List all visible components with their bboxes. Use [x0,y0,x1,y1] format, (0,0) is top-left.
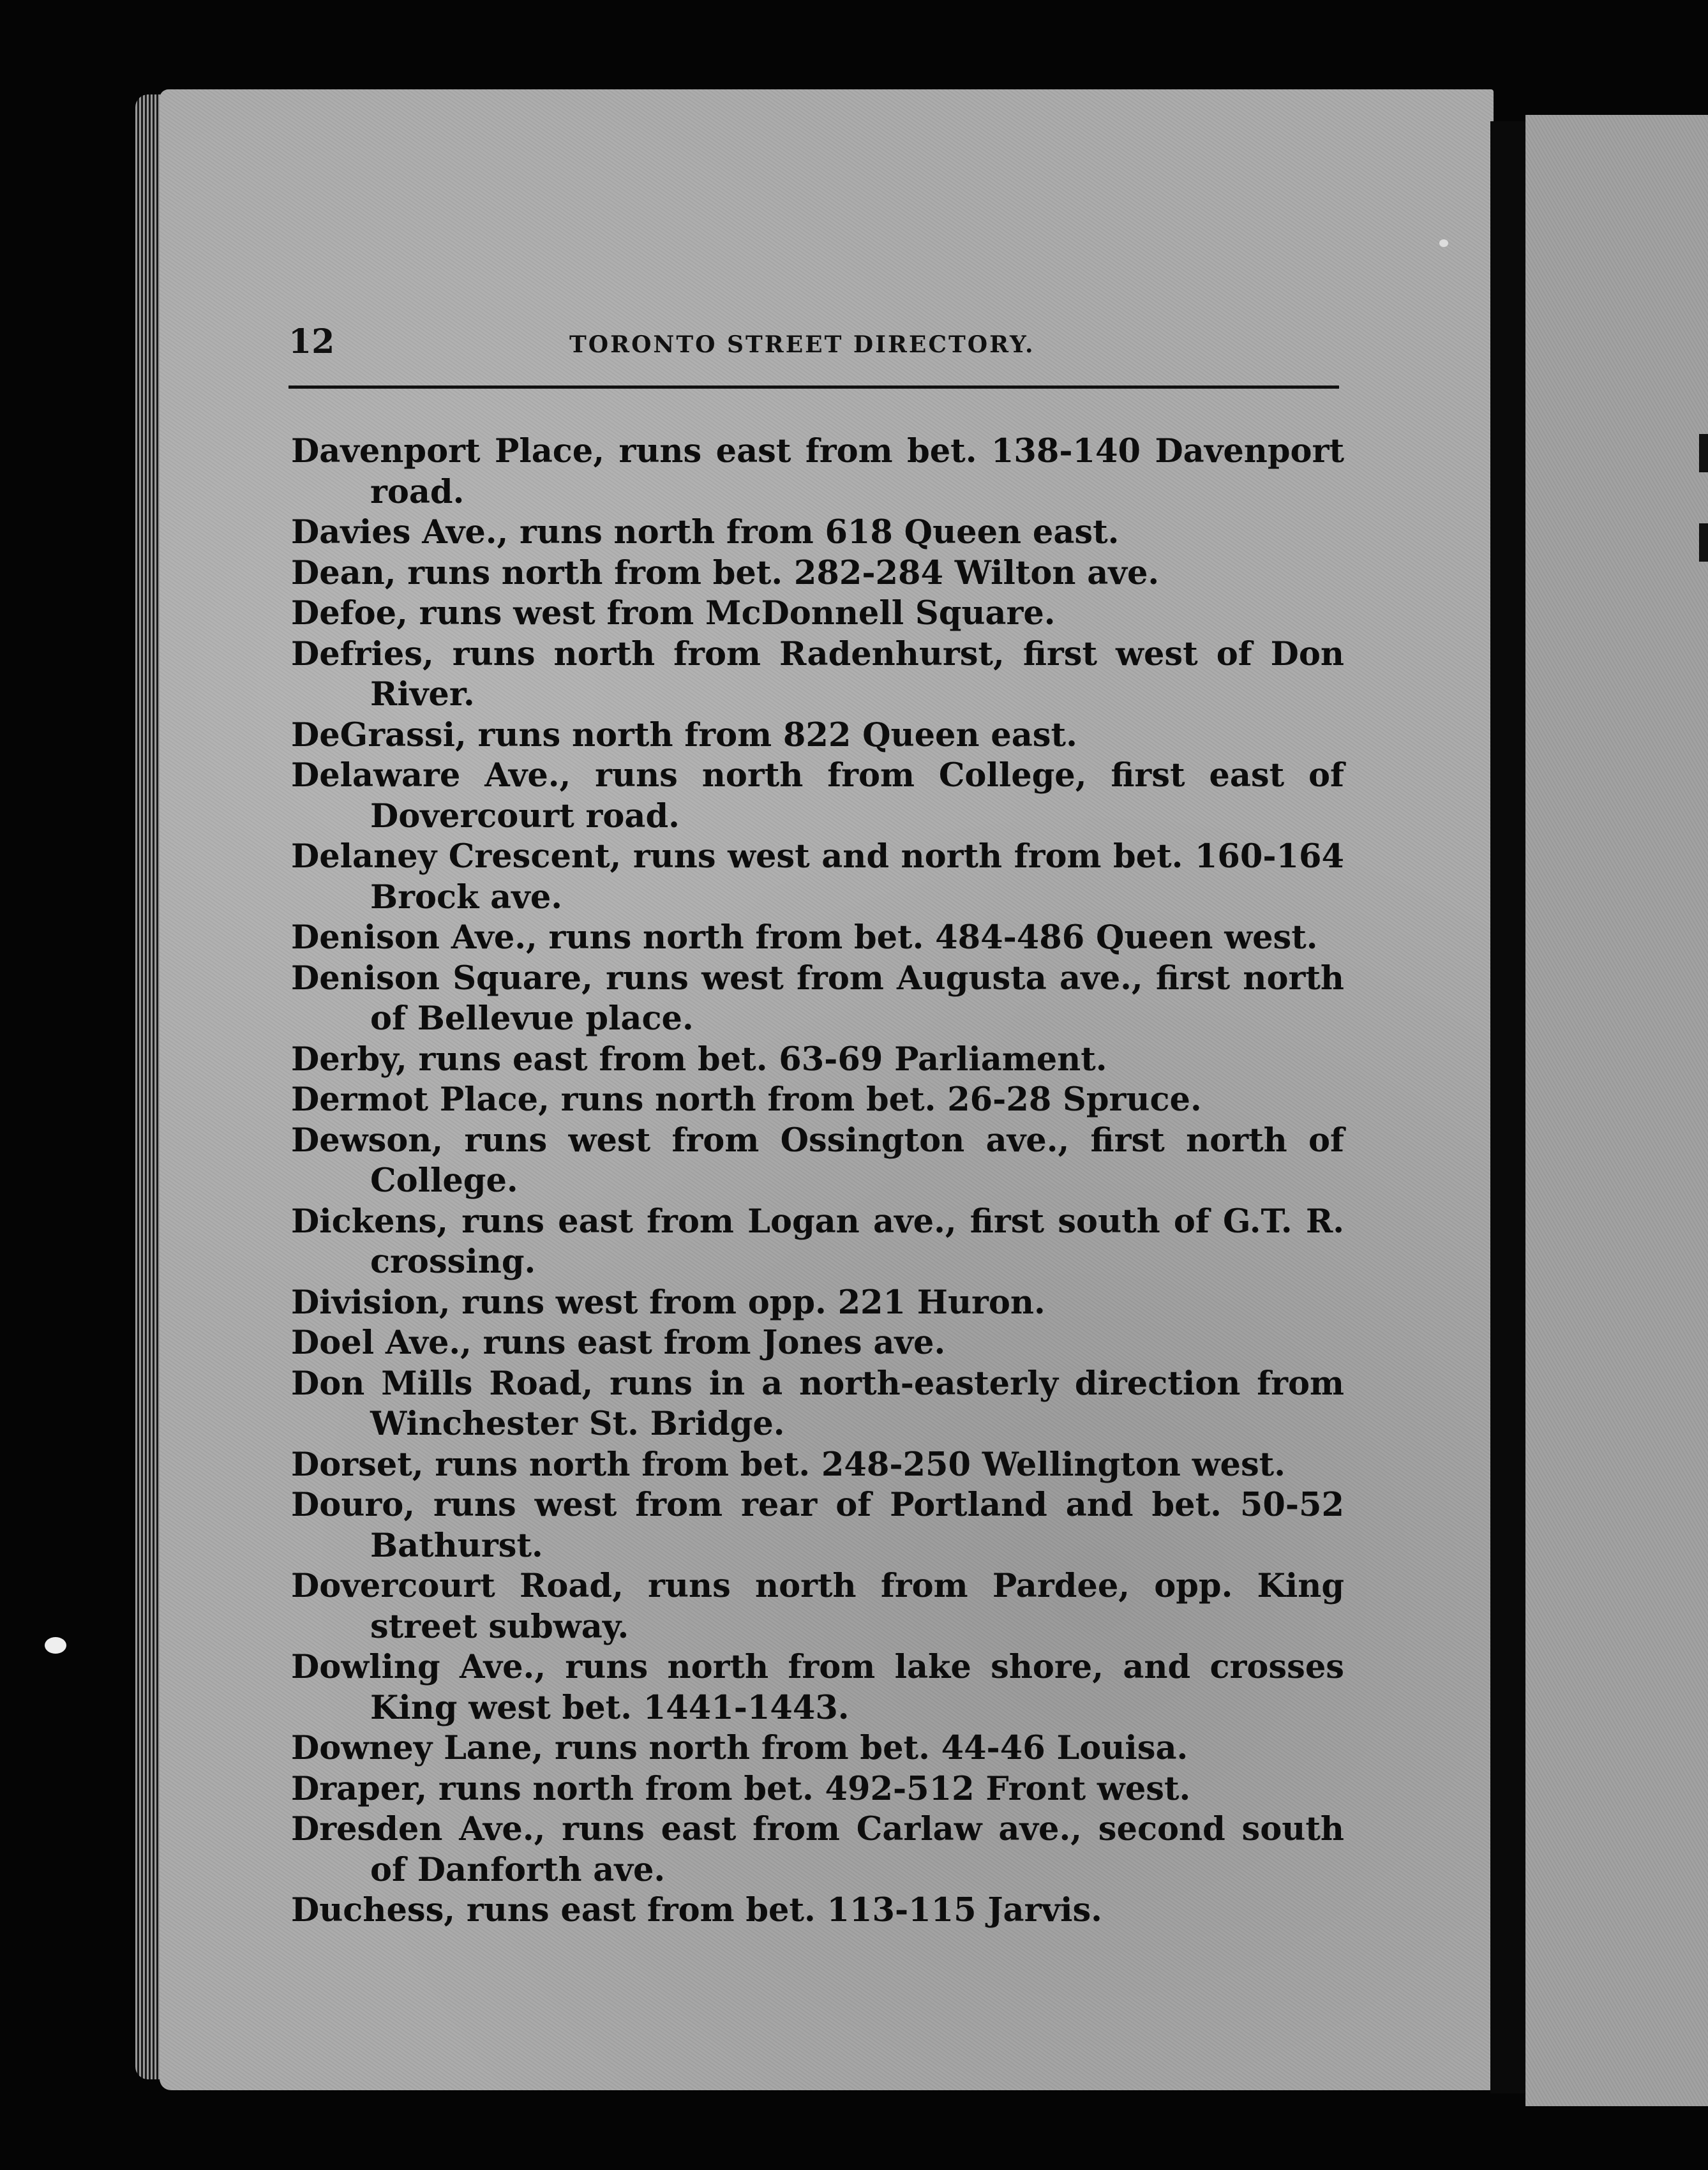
street-entry-list [291,431,1344,1931]
street-entry: DeGrassi, runs north from 822 Queen east. [291,715,1077,754]
street-entry: Dermot Place, runs north from bet. 26-28 Spruce. [291,1081,1202,1119]
street-entry: Dowling Ave., runs north from lake shore, and crosses King west bet. 1441-1443. [291,1648,1344,1727]
street-entry: Davenport Place, runs east from bet. 138-140 Davenport road. [291,432,1344,511]
facing-page-letter-fragment [1699,523,1708,562]
street-entry: Duchess, runs east from bet. 113-115 Jarvis. [291,1891,1102,1929]
street-entry: Defries, runs north from Radenhurst, first west of Don River. [291,634,1344,714]
street-entry: Don Mills Road, runs in a north-easterly direction from Winchester St. Bridge. [291,1364,1344,1443]
street-entry: Draper, runs north from bet. 492-512 Front west. [291,1769,1191,1808]
film-speck [1439,239,1448,247]
street-entry: Doel Ave., runs east from Jones ave. [291,1324,946,1362]
book-spine [1490,121,1525,2093]
street-entry: Defoe, runs west from McDonnell Square. [291,594,1056,632]
page-number: 12 [288,322,335,361]
street-entry: Davies Ave., runs north from 618 Queen east. [291,513,1120,551]
running-head: TORONTO STREET DIRECTORY. [569,331,1035,358]
film-speck [45,1637,66,1654]
street-entry: Denison Ave., runs north from bet. 484-486 Queen west. [291,918,1318,957]
street-entry: Douro, runs west from rear of Portland and bet. 50-52 Bathurst. [291,1486,1344,1565]
street-entry: Dorset, runs north from bet. 248-250 Wellington west. [291,1445,1285,1484]
street-entry: Downey Lane, runs north from bet. 44-46 Louisa. [291,1729,1188,1767]
street-entry: Dewson, runs west from Ossington ave., first north of College. [291,1121,1344,1200]
street-entry: Derby, runs east from bet. 63-69 Parliament. [291,1040,1107,1079]
facing-page-letter-fragment [1699,434,1708,472]
street-entry: Delaney Crescent, runs west and north from bet. 160-164 Brock ave. [291,837,1344,917]
header-rule [288,385,1339,389]
street-entry: Dickens, runs east from Logan ave., first south of G.T. R. crossing. [291,1202,1344,1281]
page-header [288,322,1342,367]
page-edges [135,94,161,2079]
street-entry: Delaware Ave., runs north from College, first east of Dovercourt road. [291,756,1344,835]
street-entry: Division, runs west from opp. 221 Huron. [291,1283,1045,1322]
street-entry: Denison Square, runs west from Augusta ave., first north of Bellevue place. [291,959,1344,1038]
street-entry: Dresden Ave., runs east from Carlaw ave., second south of Danforth ave. [291,1810,1344,1889]
street-entry: Dean, runs north from bet. 282-284 Wilton ave. [291,553,1160,592]
facing-page-edge [1525,115,1708,2106]
street-entry: Dovercourt Road, runs north from Pardee, opp. King street subway. [291,1567,1344,1646]
